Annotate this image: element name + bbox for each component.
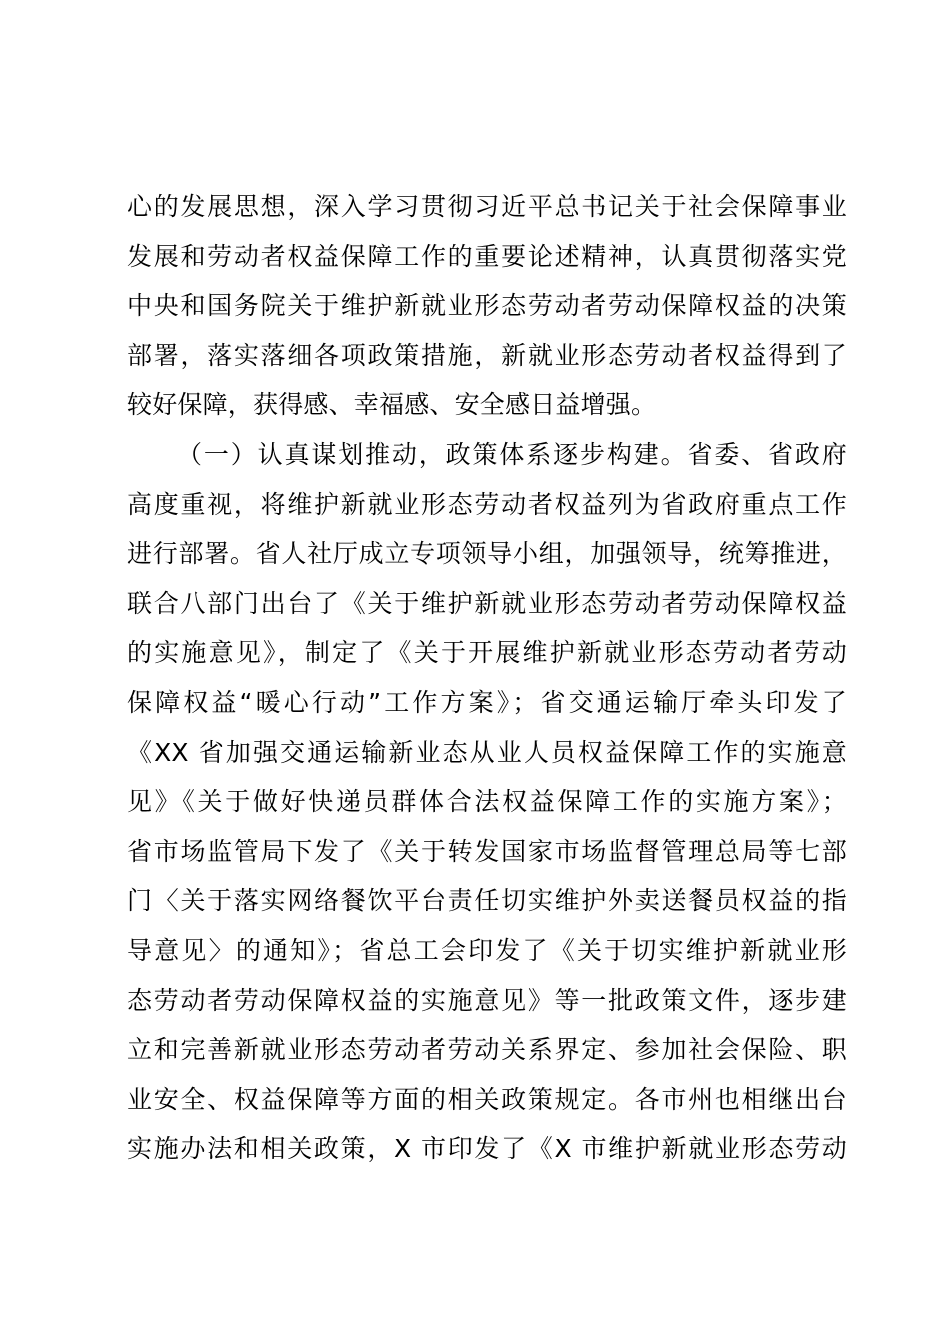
text-line: 中央和国务院关于维护新就业形态劳动者劳动保障权益的决策 xyxy=(127,291,847,321)
text-line: 心的发展思想，深入学习贯彻习近平总书记关于社会保障事业 xyxy=(127,192,847,221)
text-line: 见》《关于做好快递员群体合法权益保障工作的实施方案》； xyxy=(127,787,847,817)
text-line: 态劳动者劳动保障权益的实施意见》等一批政策文件，逐步建 xyxy=(127,985,847,1015)
text-line: 《XX 省加强交通运输新业态从业人员权益保障工作的实施意 xyxy=(127,737,847,767)
text-line: 高度重视，将维护新就业形态劳动者权益列为省政府重点工作 xyxy=(127,489,847,519)
text-line: 的实施意见》，制定了《关于开展维护新就业形态劳动者劳动 xyxy=(127,638,847,668)
text-line: 导意见〉的通知》；省总工会印发了《关于切实维护新就业形 xyxy=(127,935,847,965)
text-line: 发展和劳动者权益保障工作的重要论述精神，认真贯彻落实党 xyxy=(127,241,847,271)
text-line: 立和完善新就业形态劳动者劳动关系界定、参加社会保险、职 xyxy=(127,1035,847,1065)
paragraph-1 xyxy=(127,182,847,430)
paragraph-2 xyxy=(127,430,847,1174)
text-line: 保障权益“暖心行动”工作方案》；省交通运输厅牵头印发了 xyxy=(127,687,847,717)
text-line: 省市场监管局下发了《关于转发国家市场监督管理总局等七部 xyxy=(127,836,847,866)
text-line: 部署，落实落细各项政策措施，新就业形态劳动者权益得到了 xyxy=(127,340,847,370)
text-line: 联合八部门出台了《关于维护新就业形态劳动者劳动保障权益 xyxy=(127,588,847,618)
text-line: （一）认真谋划推动，政策体系逐步构建。省委、省政府 xyxy=(177,439,847,469)
text-line: 实施办法和相关政策，X 市印发了《X 市维护新就业形态劳动 xyxy=(127,1134,847,1164)
text-line: 业安全、权益保障等方面的相关政策规定。各市州也相继出台 xyxy=(127,1084,847,1114)
text-line: 进行部署。省人社厅成立专项领导小组，加强领导，统筹推进， xyxy=(127,539,847,569)
body-text xyxy=(127,182,847,1174)
text-line: 较好保障，获得感、幸福感、安全感日益增强。 xyxy=(127,390,657,420)
text-line: 门〈关于落实网络餐饮平台责任切实维护外卖送餐员权益的指 xyxy=(127,886,847,916)
